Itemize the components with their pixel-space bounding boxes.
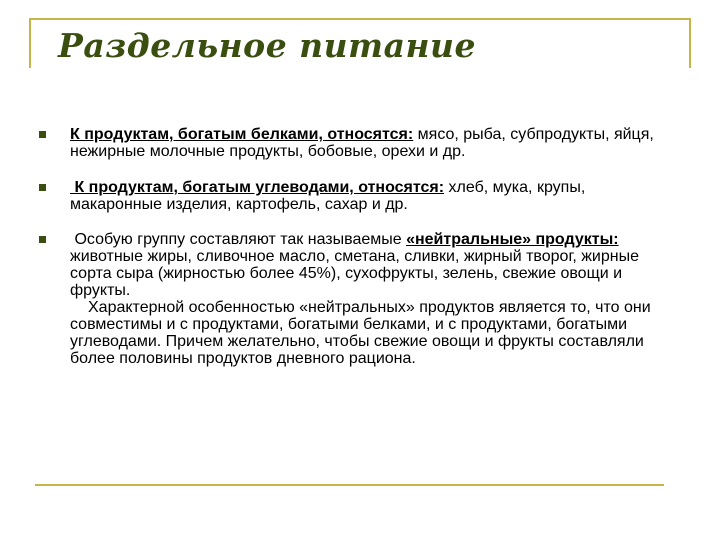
bullet-item-neutral xyxy=(36,231,666,367)
bullet-list xyxy=(36,126,666,367)
frame-right-line xyxy=(689,18,691,68)
bullet-text: животные жиры, сливочное масло, сметана, сливки, жирный творог, жирные сорта сыра (жирностью более 45%), сухофрукты, зелень, свежие овощи и фрукты. xyxy=(70,248,639,299)
bullet-item-proteins xyxy=(36,126,666,160)
bullet-lead: К продуктам, богатым белками, относятся: xyxy=(70,126,414,143)
frame-bottom-line xyxy=(35,484,664,486)
square-bullet-icon xyxy=(39,184,46,191)
square-bullet-icon xyxy=(39,236,46,243)
bullet-lead: К продуктам, богатым углеводами, относятся: xyxy=(70,179,445,196)
bullet-text: мясо, рыба, субпродукты, яйця, нежирные молочные продукты, бобовые, орехи и др. xyxy=(70,126,654,160)
square-bullet-icon xyxy=(39,131,46,138)
frame-left-line xyxy=(29,18,31,68)
bullet-lead: «нейтральные» продукты: xyxy=(406,231,619,248)
slide-title: Раздельное питание xyxy=(58,26,477,65)
bullet-pre: Особую группу составляют так называемые xyxy=(70,231,407,248)
bullet-text: хлеб, мука, крупы, макаронные изделия, картофель, сахар и др. xyxy=(70,179,586,213)
bullet-paragraph-2: Характерной особенностью «нейтральных» продуктов является то, что они совместимы и с продуктами, богатыми белками, и с продуктами, богатыми углеводами. Причем желательно, чтобы свежие овощи и фрукты составляли более половины продуктов дневного рациона. xyxy=(70,299,651,367)
frame-top-line xyxy=(29,18,691,20)
bullet-item-carbs xyxy=(36,179,666,213)
